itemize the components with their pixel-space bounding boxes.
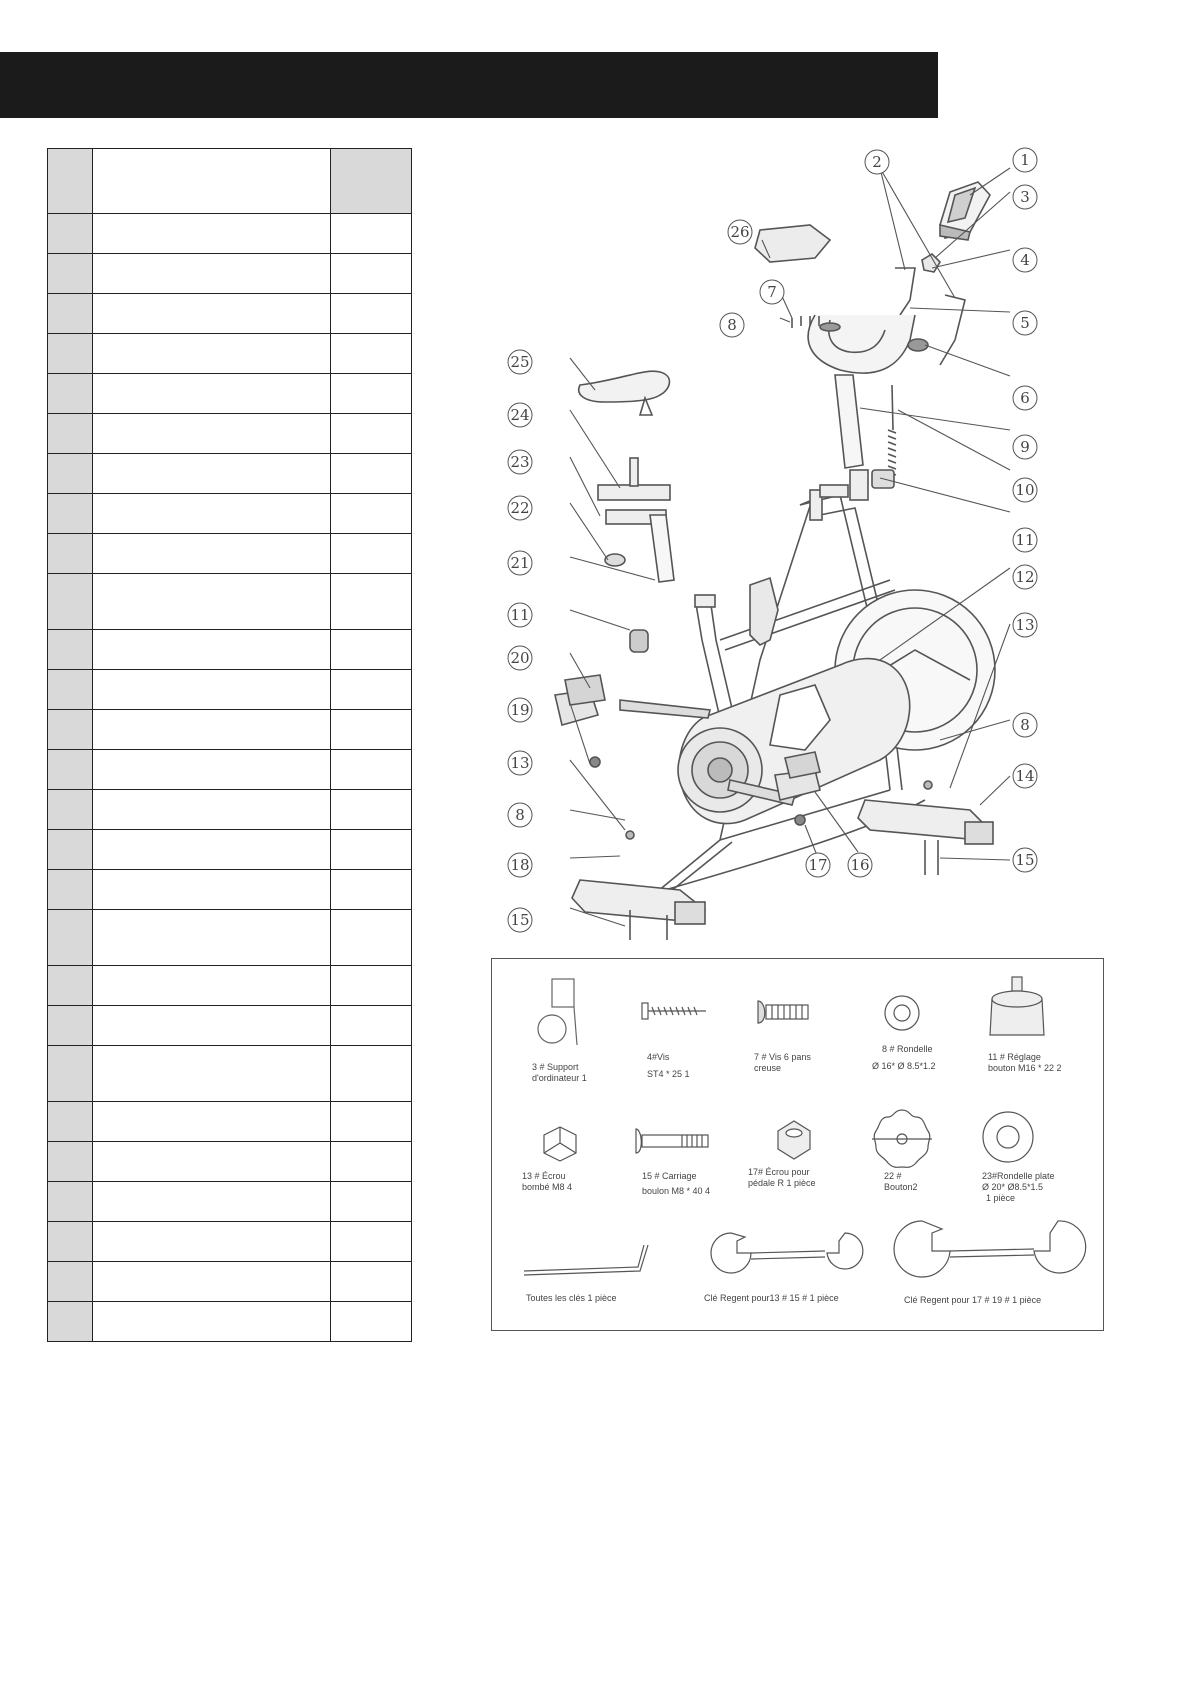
table-cell-name: [93, 710, 331, 750]
callout: [720, 313, 744, 337]
svg-text:5: 5: [1020, 314, 1030, 332]
callout: [1013, 565, 1037, 589]
table-cell-num: [48, 910, 93, 966]
callout: [1013, 764, 1037, 788]
callout: [508, 551, 532, 575]
svg-text:19: 19: [510, 701, 530, 719]
hw-label-wrench-small: Clé Regent pour13 # 15 # 1 pièce: [704, 1293, 839, 1303]
table-cell-qty: [331, 534, 412, 574]
table-row: [48, 1262, 412, 1302]
callout: [508, 450, 532, 474]
hex-key-icon: [520, 1237, 650, 1277]
svg-text:15: 15: [1015, 851, 1035, 869]
table-cell-qty: [331, 294, 412, 334]
table-cell-qty: [331, 1046, 412, 1102]
callout: [508, 350, 532, 374]
table-cell-qty: [331, 710, 412, 750]
callout: [1013, 386, 1037, 410]
table-cell-name: [93, 1006, 331, 1046]
table-cell-name: [93, 254, 331, 294]
table-cell-qty: [331, 910, 412, 966]
table-cell-name: [93, 750, 331, 790]
callout: [1013, 311, 1037, 335]
washer-icon: [882, 993, 922, 1033]
svg-text:18: 18: [510, 856, 530, 874]
svg-text:8: 8: [515, 806, 525, 824]
callout: [760, 280, 784, 304]
wrench-small-icon: [707, 1227, 867, 1283]
hw-label-17: 17# Écrou pour pédale R 1 pièce: [748, 1167, 816, 1188]
svg-text:12: 12: [1015, 568, 1035, 586]
callout: [848, 853, 872, 877]
table-cell-num: [48, 334, 93, 374]
svg-text:8: 8: [1020, 716, 1030, 734]
flat-washer-icon: [980, 1109, 1036, 1165]
callout: [806, 853, 830, 877]
table-cell-name: [93, 574, 331, 630]
seat-slider-part: [598, 458, 670, 524]
table-row: [48, 1142, 412, 1182]
rear-stabilizer-part: [572, 880, 705, 924]
svg-text:16: 16: [850, 856, 870, 874]
dome-nut-icon: [536, 1123, 584, 1163]
exploded-bike-diagram: [470, 140, 1130, 940]
hw-label-7: 7 # Vis 6 pans creuse: [754, 1052, 811, 1073]
table-row: [48, 670, 412, 710]
callout: [1013, 185, 1037, 209]
table-row: [48, 1046, 412, 1102]
table-cell-num: [48, 1182, 93, 1222]
hardware-box: [491, 958, 1104, 1331]
hw-label-15: 15 # Carriage boulon M8 * 40 4: [642, 1171, 711, 1196]
callout: [1013, 713, 1037, 737]
table-row: [48, 294, 412, 334]
table-cell-name: [93, 1302, 331, 1342]
svg-text:13: 13: [510, 754, 530, 772]
svg-text:15: 15: [510, 911, 530, 929]
tension-knob-part: [630, 630, 648, 652]
seat-post-part: [650, 515, 674, 582]
table-cell-num: [48, 374, 93, 414]
svg-text:1: 1: [1020, 151, 1030, 169]
table-cell-qty: [331, 1302, 412, 1342]
header-bar: [0, 52, 938, 118]
table-cell-qty: [331, 494, 412, 534]
nut-13-part: [626, 831, 634, 839]
nut-19-part: [590, 757, 600, 767]
svg-text:13: 13: [1015, 616, 1035, 634]
svg-text:26: 26: [730, 223, 750, 241]
table-cell-name: [93, 374, 331, 414]
callout: [508, 908, 532, 932]
table-row: [48, 790, 412, 830]
table-cell-num: [48, 1142, 93, 1182]
table-row: [48, 1222, 412, 1262]
screw-icon: [640, 999, 710, 1023]
table-row: [48, 1182, 412, 1222]
hw-label-13: 13 # Écrou bombé M8 4: [522, 1171, 573, 1192]
table-row: [48, 534, 412, 574]
callout: [508, 403, 532, 427]
svg-text:22: 22: [510, 499, 530, 517]
computer-support-icon: [532, 977, 602, 1047]
table-cell-name: [93, 494, 331, 534]
callout: [1013, 435, 1037, 459]
callout: [508, 698, 532, 722]
table-cell-name: [93, 294, 331, 334]
callout: [508, 496, 532, 520]
table-cell-num: [48, 254, 93, 294]
table-cell-name: [93, 1142, 331, 1182]
table-row: [48, 966, 412, 1006]
table-cell-num: [48, 1102, 93, 1142]
table-cell-num: [48, 630, 93, 670]
table-cell-qty: [331, 1006, 412, 1046]
table-cell-name: [93, 414, 331, 454]
table-cell-num: [48, 414, 93, 454]
svg-text:3: 3: [1020, 188, 1030, 206]
table-cell-qty: [331, 1142, 412, 1182]
table-cell-name: [93, 1102, 331, 1142]
brake-rod-part: [888, 385, 896, 475]
table-header-row: [48, 149, 412, 214]
table-cell-num: [48, 1006, 93, 1046]
parts-table: [47, 148, 412, 1342]
table-row: [48, 870, 412, 910]
table-cell-qty: [331, 334, 412, 374]
wrench-large-icon: [892, 1217, 1092, 1287]
svg-text:11: 11: [1015, 531, 1035, 549]
table-cell-num: [48, 870, 93, 910]
table-cell-name: [93, 630, 331, 670]
table-cell-name: [93, 1046, 331, 1102]
hollow-screw-icon: [754, 997, 814, 1027]
nut-17-part: [795, 815, 805, 825]
svg-text:6: 6: [1020, 389, 1030, 407]
table-cell-num: [48, 214, 93, 254]
table-row: [48, 214, 412, 254]
table-row: [48, 910, 412, 966]
table-row: [48, 630, 412, 670]
hw-label-11: 11 # Réglage bouton M16 * 22 2: [988, 1052, 1062, 1073]
table-cell-name: [93, 214, 331, 254]
table-cell-qty: [331, 1262, 412, 1302]
table-row: [48, 374, 412, 414]
table-cell-num: [48, 534, 93, 574]
table-row: [48, 494, 412, 534]
table-cell-name: [93, 1222, 331, 1262]
svg-text:2: 2: [872, 153, 882, 171]
table-cell-qty: [331, 966, 412, 1006]
table-cell-num: [48, 494, 93, 534]
callout: [508, 646, 532, 670]
svg-text:4: 4: [1020, 251, 1030, 269]
table-row: [48, 454, 412, 494]
bottle-holder-part: [750, 578, 778, 645]
callout: [508, 751, 532, 775]
callout: [865, 150, 889, 174]
svg-text:17: 17: [808, 856, 828, 874]
adjust-knob-icon: [982, 975, 1052, 1045]
table-cell-name: [93, 534, 331, 574]
table-row: [48, 334, 412, 374]
hw-label-23: 23#Rondelle plate Ø 20* Ø8.5*1.5 1 pièce: [982, 1171, 1055, 1203]
hw-label-22: 22 # Bouton2: [884, 1171, 918, 1192]
table-cell-num: [48, 454, 93, 494]
hw-label-keys: Toutes les clés 1 pièce: [526, 1293, 617, 1303]
table-cell-qty: [331, 870, 412, 910]
table-cell-name: [93, 870, 331, 910]
table-cell-name: [93, 966, 331, 1006]
table-row: [48, 750, 412, 790]
table-cell-num: [48, 1302, 93, 1342]
hw-label-wrench-large: Clé Regent pour 17 # 19 # 1 pièce: [904, 1295, 1042, 1305]
header-name: [93, 149, 331, 214]
callout: [1013, 613, 1037, 637]
callout: [1013, 248, 1037, 272]
callout: [508, 853, 532, 877]
table-cell-qty: [331, 790, 412, 830]
table-cell-num: [48, 830, 93, 870]
table-cell-name: [93, 334, 331, 374]
table-cell-qty: [331, 830, 412, 870]
table-cell-qty: [331, 414, 412, 454]
table-row: [48, 710, 412, 750]
table-row: [48, 574, 412, 630]
callout: [1013, 478, 1037, 502]
bracket-26-part: [755, 225, 830, 262]
svg-text:7: 7: [767, 283, 777, 301]
table-cell-name: [93, 670, 331, 710]
table-cell-num: [48, 790, 93, 830]
table-cell-num: [48, 710, 93, 750]
table-cell-name: [93, 1262, 331, 1302]
table-row: [48, 254, 412, 294]
callout: [1013, 148, 1037, 172]
table-cell-qty: [331, 454, 412, 494]
svg-text:11: 11: [510, 606, 530, 624]
table-cell-num: [48, 1222, 93, 1262]
table-cell-num: [48, 966, 93, 1006]
table-cell-name: [93, 790, 331, 830]
table-cell-qty: [331, 670, 412, 710]
pedal-left-part: [555, 675, 605, 725]
table-body: [48, 214, 412, 1342]
callout: [1013, 848, 1037, 872]
table-cell-name: [93, 1182, 331, 1222]
table-row: [48, 1302, 412, 1342]
table-cell-num: [48, 1262, 93, 1302]
callout: [508, 603, 532, 627]
table-cell-num: [48, 670, 93, 710]
table-cell-name: [93, 454, 331, 494]
hw-label-8: 8 # Rondelle Ø 16* Ø 8.5*1.2: [872, 1044, 936, 1071]
table-cell-name: [93, 830, 331, 870]
hw-label-4: 4#Vis ST4 * 25 1: [647, 1052, 690, 1079]
callout: [1013, 528, 1037, 552]
pedal-nut-icon: [774, 1117, 814, 1161]
callout: [728, 220, 752, 244]
handlebar-part: [808, 268, 965, 373]
handlebar-post-part: [835, 375, 863, 468]
table-cell-qty: [331, 630, 412, 670]
table-cell-qty: [331, 254, 412, 294]
svg-text:10: 10: [1015, 481, 1035, 499]
table-cell-qty: [331, 1222, 412, 1262]
table-cell-num: [48, 294, 93, 334]
table-row: [48, 1006, 412, 1046]
svg-text:24: 24: [510, 406, 530, 424]
table-row: [48, 1102, 412, 1142]
svg-text:14: 14: [1015, 767, 1035, 785]
table-cell-qty: [331, 1182, 412, 1222]
svg-text:21: 21: [510, 554, 530, 572]
callout: [508, 803, 532, 827]
table-cell-qty: [331, 1102, 412, 1142]
knob-icon: [870, 1107, 934, 1171]
svg-text:20: 20: [510, 649, 530, 667]
svg-text:8: 8: [727, 316, 737, 334]
table-cell-qty: [331, 374, 412, 414]
table-cell-qty: [331, 574, 412, 630]
svg-text:23: 23: [510, 453, 530, 471]
table-row: [48, 414, 412, 454]
header-qty: [331, 149, 412, 214]
hw-label-3: 3 # Support d'ordinateur 1: [532, 1062, 587, 1083]
table-row: [48, 830, 412, 870]
table-cell-qty: [331, 750, 412, 790]
svg-text:25: 25: [510, 353, 530, 371]
table-cell-num: [48, 574, 93, 630]
front-stabilizer-part: [858, 800, 993, 844]
table-cell-num: [48, 750, 93, 790]
table-cell-name: [93, 910, 331, 966]
header-num: [48, 149, 93, 214]
svg-text:9: 9: [1020, 438, 1030, 456]
carriage-bolt-icon: [632, 1125, 712, 1157]
table-cell-num: [48, 1046, 93, 1102]
table-cell-qty: [331, 214, 412, 254]
